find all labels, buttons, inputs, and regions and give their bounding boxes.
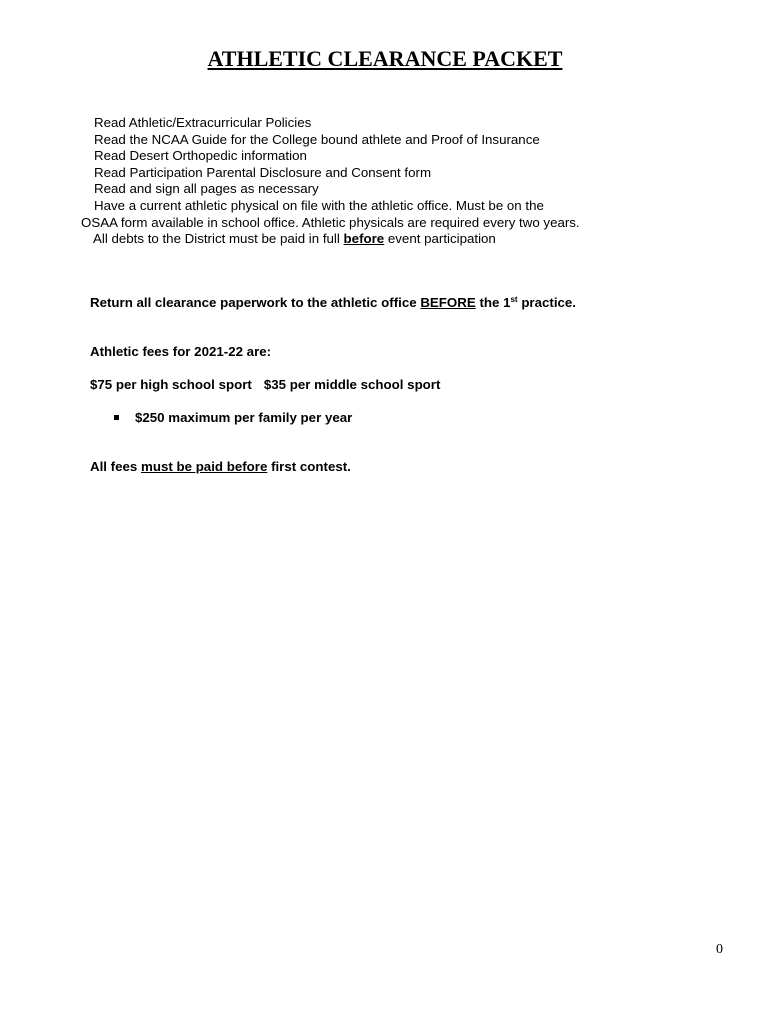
return-notice-text: Return all clearance paperwork to the athletic office	[90, 295, 417, 310]
checklist-item	[93, 231, 580, 248]
page-title	[0, 46, 770, 72]
fee-family-max: $250 maximum per family per year	[135, 410, 353, 425]
fee-family-max-item	[114, 410, 352, 425]
return-notice	[90, 295, 576, 310]
fees-line	[90, 377, 440, 392]
fees-heading: Athletic fees for 2021-22 are:	[90, 344, 272, 359]
return-notice-emphasis: BEFORE	[420, 295, 476, 310]
checklist-item: OSAA form available in school office. Athletic physicals are required every two years.	[81, 214, 580, 230]
checklist-item: Have a current athletic physical on file with the athletic office. Must be on the	[94, 197, 544, 213]
fee-high-school: $75 per high school sport	[90, 377, 252, 392]
checklist-item: Read Desert Orthopedic information	[94, 148, 307, 164]
clearance-checklist	[81, 115, 580, 248]
fee-middle-school: $35 per middle school sport	[263, 377, 441, 392]
page-number: 0	[716, 942, 723, 957]
ordinal-superscript: st	[510, 295, 518, 304]
fees-notice	[90, 459, 351, 474]
square-bullet-icon	[114, 415, 119, 420]
page-title-text: ATHLETIC CLEARANCE PACKET	[207, 46, 563, 71]
fees-notice-prefix: All fees	[90, 459, 138, 474]
checklist-emphasis: before	[343, 231, 385, 247]
checklist-item: Read Athletic/Extracurricular Policies	[94, 115, 312, 130]
checklist-text: event participation	[387, 231, 496, 247]
checklist-text: All debts to the District must be paid in full	[93, 231, 340, 247]
checklist-item: Read and sign all pages as necessary	[94, 181, 319, 197]
checklist-item: Read Participation Parental Disclosure and Consent form	[94, 164, 432, 180]
fees-notice-suffix: first contest.	[271, 459, 351, 474]
fees-notice-emphasis: must be paid before	[141, 459, 268, 474]
checklist-item: Read the NCAA Guide for the College bound athlete and Proof of Insurance	[94, 131, 540, 147]
return-notice-after: practice.	[521, 295, 577, 310]
return-notice-middle: the 1	[479, 295, 511, 310]
